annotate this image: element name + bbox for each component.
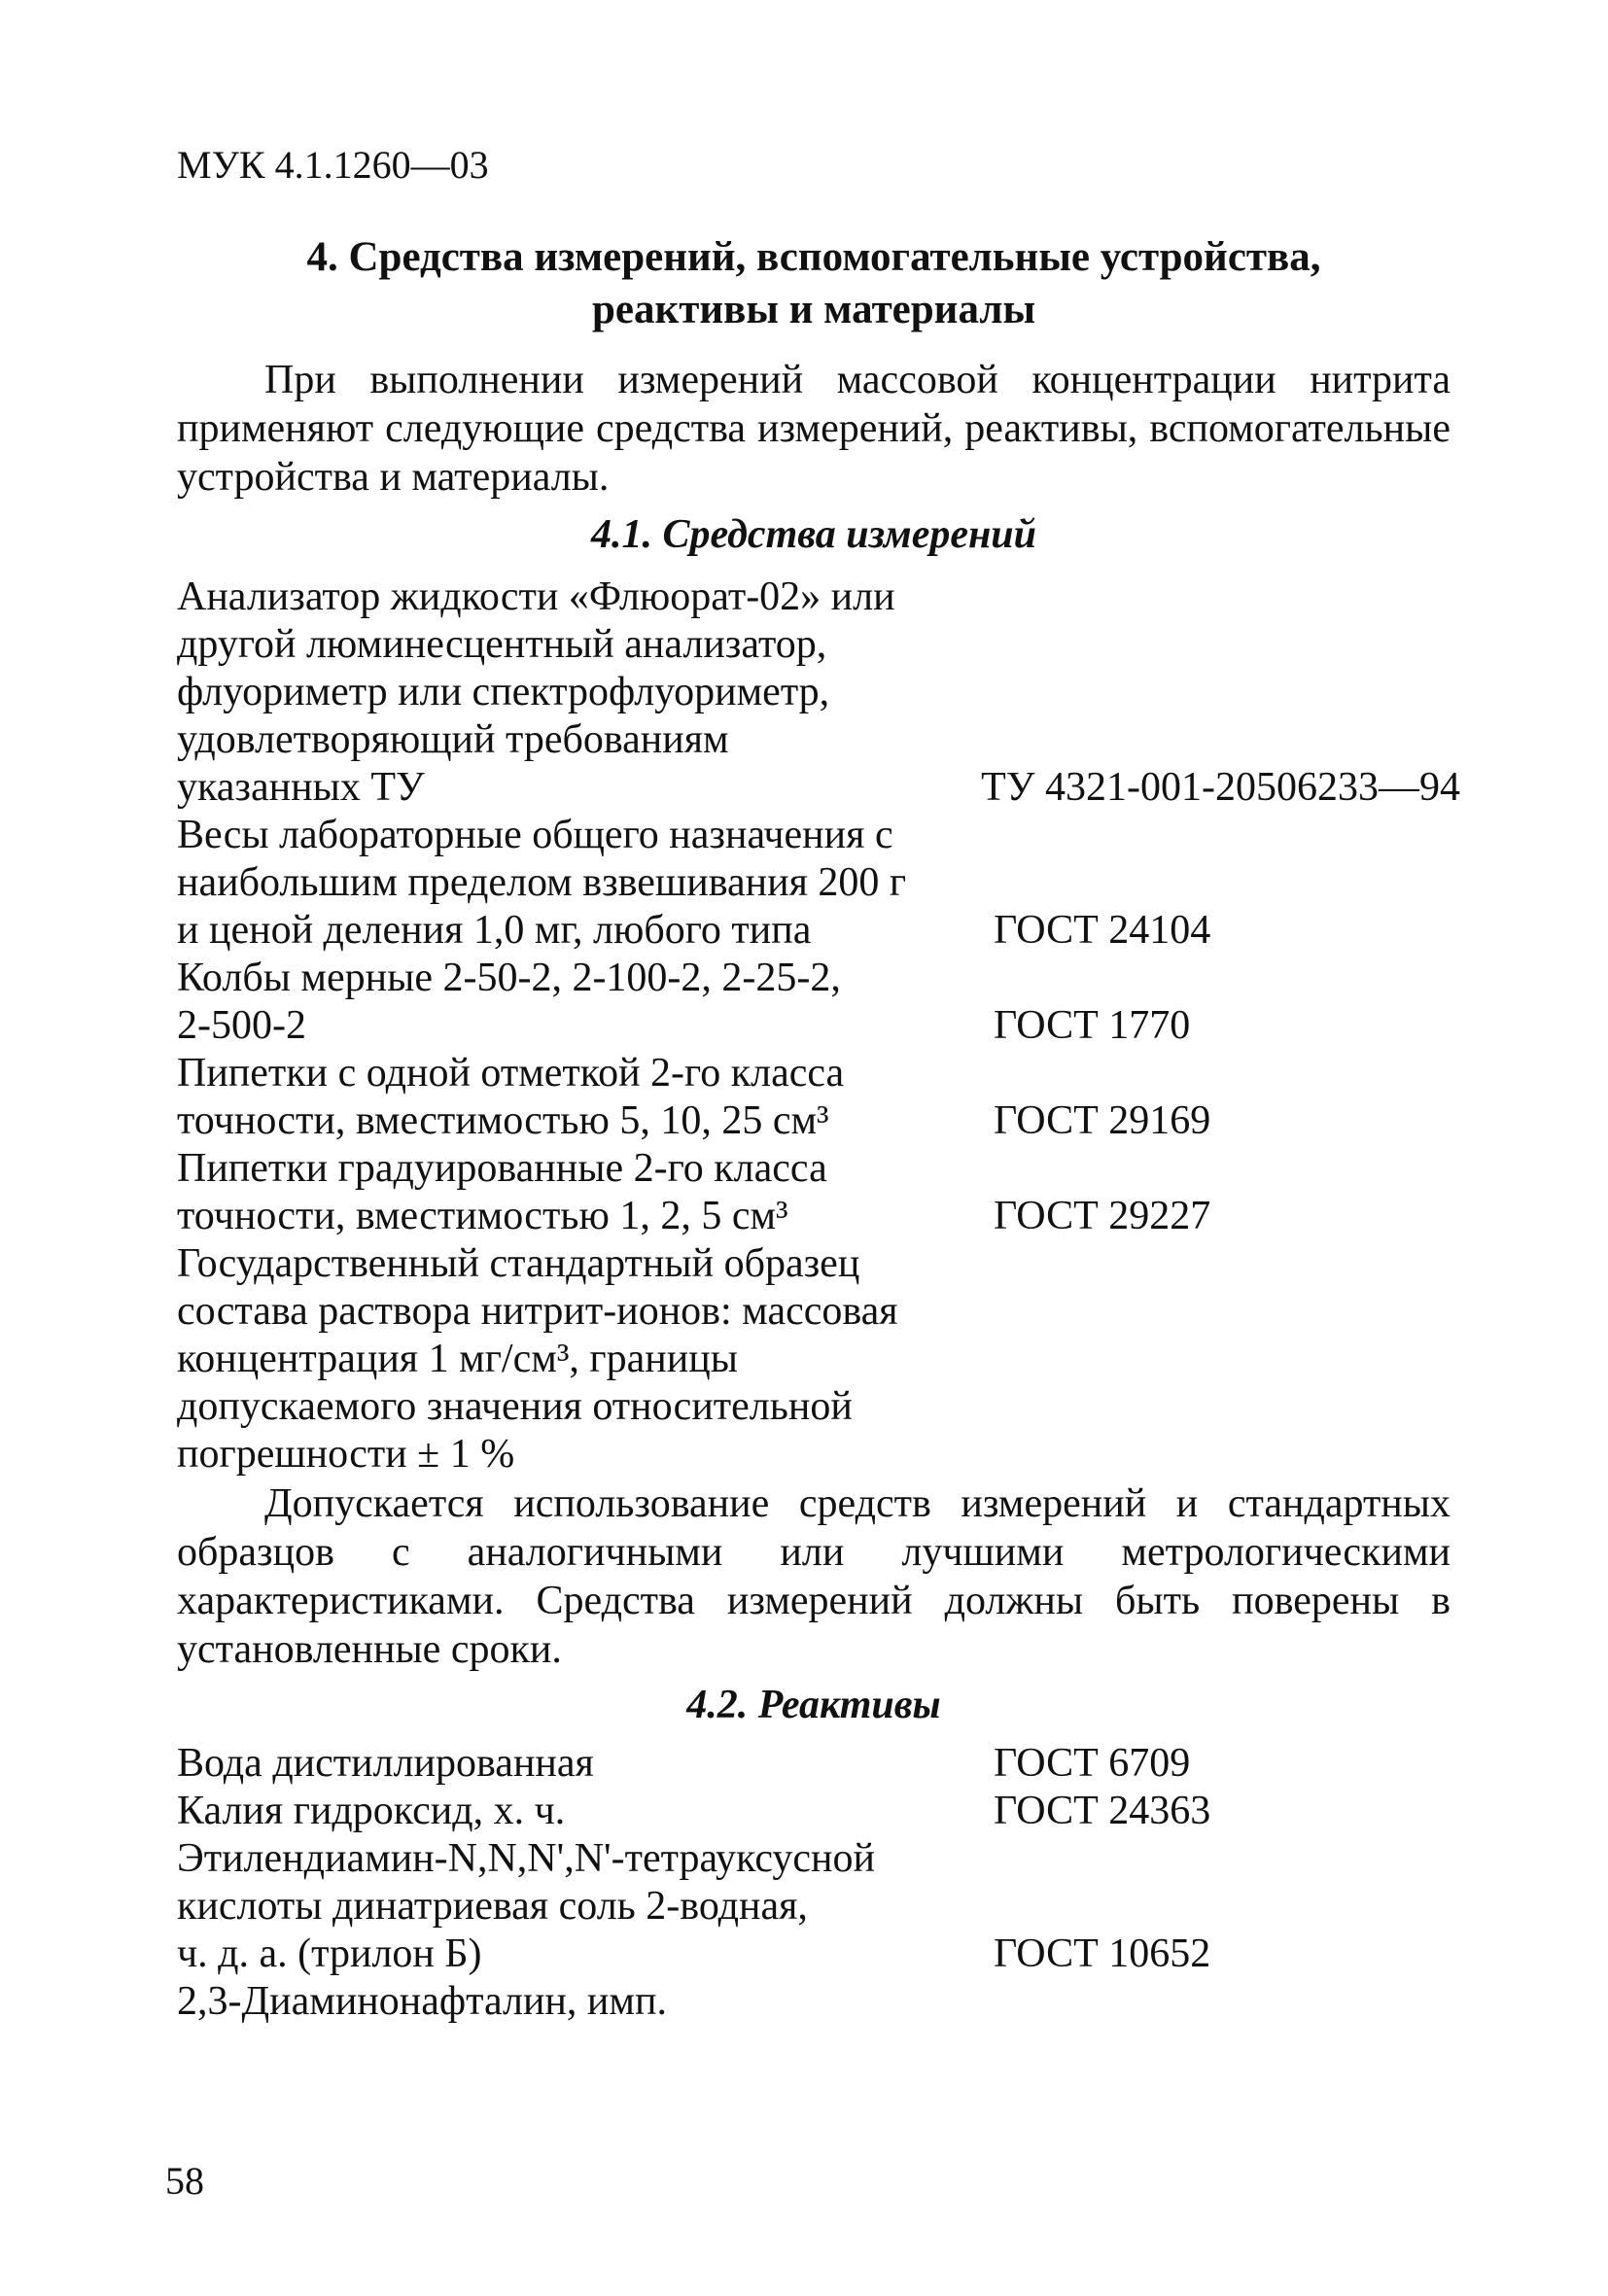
standard-reference: ГОСТ 10652 — [994, 1931, 1211, 1976]
item-text: Вода дистиллированная — [177, 1741, 594, 1786]
standard-reference — [994, 1240, 1460, 1288]
item-text: ч. д. а. (трилон Б) — [177, 1931, 482, 1976]
reagents-list — [177, 1740, 1460, 2026]
item-text: указанных ТУ — [177, 765, 425, 810]
subsection-title-reagents: 4.2. Реактивы — [686, 1683, 941, 1727]
section-title-line-1: 4. Средства измерений, вспомогательные устройства, — [306, 234, 1321, 280]
standard-reference — [994, 1835, 1460, 1883]
item-text: Анализатор жидкости «Флюорат-02» или — [177, 574, 895, 619]
standard-reference — [994, 574, 1460, 621]
item-text: концентрация 1 мг/см³, границы — [177, 1337, 738, 1381]
list-row — [177, 1336, 1460, 1383]
list-row — [177, 1193, 1460, 1240]
item-text: Колбы мерные 2-50-2, 2-100-2, 2-25-2, — [177, 956, 841, 1000]
list-row — [177, 859, 1460, 907]
standard-reference — [994, 1978, 1460, 2026]
list-row — [177, 1002, 1460, 1050]
item-text: удовлетворяющий требованиям — [177, 717, 729, 762]
list-row — [177, 1383, 1460, 1431]
instruments-list — [177, 574, 1460, 1478]
list-row — [177, 1288, 1460, 1336]
item-text: состава раствора нитрит-ионов: массовая — [177, 1289, 898, 1334]
standard-reference — [994, 812, 1460, 859]
standard-reference — [994, 1431, 1460, 1478]
list-row — [177, 574, 1460, 621]
item-text: точности, вместимостью 5, 10, 25 см³ — [177, 1098, 829, 1143]
list-row — [177, 1931, 1460, 1978]
list-row — [177, 1835, 1460, 1883]
page-number: 58 — [165, 2159, 204, 2203]
list-row — [177, 1740, 1460, 1788]
standard-reference: ГОСТ 24104 — [994, 908, 1211, 953]
standard-reference — [994, 716, 1460, 764]
item-text: допускаемого значения относительной — [177, 1384, 853, 1429]
list-row — [177, 812, 1460, 859]
standard-reference — [994, 859, 1460, 907]
item-text: Пипетки градуированные 2-го класса — [177, 1146, 827, 1191]
list-row — [177, 716, 1460, 764]
list-row — [177, 1050, 1460, 1097]
standard-reference: ГОСТ 1770 — [994, 1003, 1191, 1048]
list-row — [177, 1097, 1460, 1145]
standard-reference — [994, 1145, 1460, 1193]
standard-reference: ГОСТ 6709 — [994, 1741, 1191, 1786]
item-text: и ценой деления 1,0 мг, любого типа — [177, 908, 812, 953]
instruments-note-paragraph: Допускается использование средств измерений и стандартных образцов с аналогичными или лучшими метрологическими характеристиками. Средства измерений должны быть поверены в установленные сроки. — [177, 1481, 1451, 1672]
standard-reference — [994, 1050, 1460, 1097]
standard-reference — [994, 621, 1460, 669]
section-title-line-2: реактивы и материалы — [591, 287, 1036, 332]
item-text: Этилендиамин-N,N,N',N'-тетрауксусной — [177, 1836, 875, 1881]
item-text: флуориметр или спектрофлуориметр, — [177, 670, 830, 714]
subsection-title-instruments: 4.1. Средства измерений — [590, 512, 1037, 557]
list-row — [177, 907, 1460, 955]
list-row — [177, 1145, 1460, 1193]
intro-paragraph: При выполнении измерений массовой концентрации нитрита применяют следующие средства измерений, реактивы, вспомогательные устройства и материалы. — [177, 358, 1451, 500]
item-text: кислоты динатриевая соль 2-водная, — [177, 1884, 808, 1929]
item-text: Пипетки с одной отметкой 2-го класса — [177, 1051, 845, 1096]
list-row — [177, 621, 1460, 669]
standard-reference: ТУ 4321-001-20506233—94 — [981, 765, 1460, 810]
list-row — [177, 1240, 1460, 1288]
list-row — [177, 955, 1460, 1002]
item-text: другой люминесцентный анализатор, — [177, 622, 827, 667]
section-title — [177, 231, 1451, 336]
item-text: точности, вместимостью 1, 2, 5 см³ — [177, 1194, 788, 1238]
item-text: погрешности ± 1 % — [177, 1432, 515, 1477]
item-text: 2,3-Диаминонафталин, имп. — [177, 1979, 667, 2024]
standard-reference: ГОСТ 29169 — [994, 1098, 1211, 1143]
item-text: Калия гидроксид, х. ч. — [177, 1789, 566, 1833]
list-row — [177, 1978, 1460, 2026]
standard-reference — [994, 1336, 1460, 1383]
item-text: наибольшим пределом взвешивания 200 г — [177, 860, 907, 905]
standard-reference — [994, 669, 1460, 716]
standard-reference — [994, 1288, 1460, 1336]
list-row — [177, 1788, 1460, 1835]
standard-reference — [994, 1383, 1460, 1431]
item-text: Весы лабораторные общего назначения с — [177, 813, 893, 857]
document-code-header: МУК 4.1.1260—03 — [177, 143, 489, 187]
list-row — [177, 764, 1460, 812]
standard-reference: ГОСТ 29227 — [994, 1194, 1211, 1238]
item-text: 2-500-2 — [177, 1003, 306, 1048]
list-row — [177, 1431, 1460, 1478]
standard-reference — [994, 1883, 1460, 1931]
item-text: Государственный стандартный образец — [177, 1241, 860, 1286]
list-row — [177, 669, 1460, 716]
standard-reference: ГОСТ 24363 — [994, 1789, 1211, 1833]
list-row — [177, 1883, 1460, 1931]
standard-reference — [994, 955, 1460, 1002]
